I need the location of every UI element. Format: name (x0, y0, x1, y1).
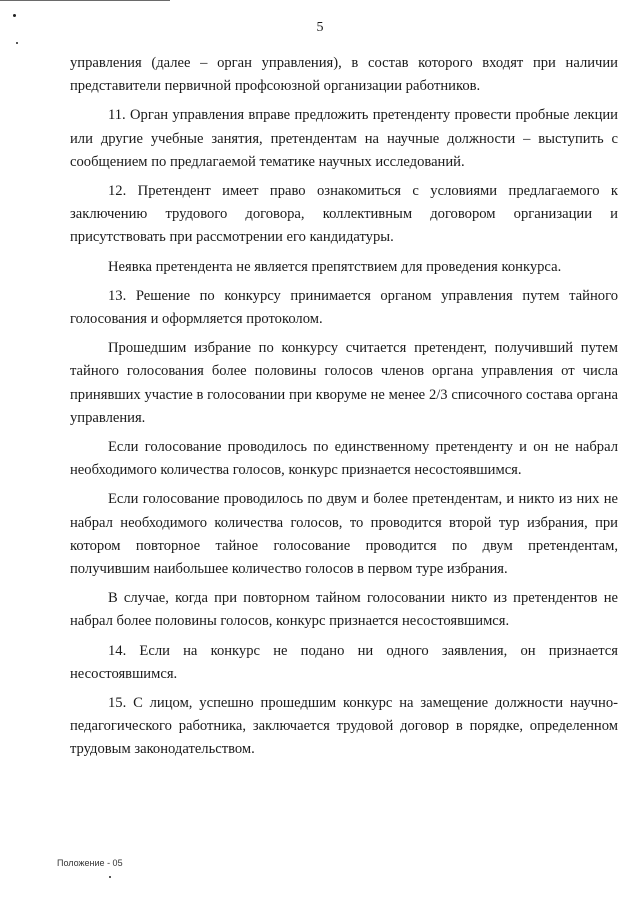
paragraph-item-15: 15. С лицом, успешно прошедшим конкурс на замещение должности научно-педагогического работника, заключается трудовой договор в порядке, определенном трудовым законодательством. (70, 695, 618, 758)
document-body (70, 52, 618, 768)
paragraph-item-12: 12. Претендент имеет право ознакомиться с условиями предлагаемого к заключению трудового договора, коллективным договором организации и присутствовать при рассмотрении его кандидатуры. (70, 183, 618, 246)
paragraph-single-candidate: Если голосование проводилось по единственному претенденту и он не набрал необходимого количества голосов, конкурс признается несостоявшимся. (70, 439, 618, 479)
scan-speck (16, 42, 18, 44)
paragraph-continuation: управления (далее – орган управления), в состав которого входят при наличии представители первичной профсоюзной организации работников. (70, 55, 618, 95)
paragraph-item-13: 13. Решение по конкурсу принимается органом управления путем тайного голосования и оформляется протоколом. (70, 287, 618, 328)
footer-label: Положение - 05 (57, 858, 123, 868)
scan-edge-line (0, 0, 170, 1)
page-number: 5 (316, 20, 324, 35)
paragraph-repeat-vote: В случае, когда при повторном тайном голосовании никто из претендентов не набрал более половины голосов, конкурс признается несостоявшимся. (70, 590, 618, 630)
scan-speck (109, 876, 111, 878)
scan-speck (13, 14, 16, 17)
paragraph-absence: Неявка претендента не является препятствием для проведения конкурса. (108, 258, 562, 275)
paragraph-item-11: 11. Орган управления вправе предложить претенденту провести пробные лекции или другие учебные занятия, претендентам на научные должности – выступить с сообщением по предлагаемой тематике научных исследований. (70, 107, 618, 170)
paragraph-election-rule: Прошедшим избрание по конкурсу считается претендент, получивший путем тайного голосования более половины голосов членов органа управления от числа принявших участие в голосовании при кворуме не менее 2/3 списочного состава органа управления. (70, 340, 618, 426)
paragraph-second-round: Если голосование проводилось по двум и более претендентам, и никто из них не набрал необходимого количества голосов, то проводится второй тур избрания, при котором повторное тайное голосование проводится по двум претендентам, получившим наибольшее количество голосов в первом туре избрания. (70, 491, 618, 578)
paragraph-item-14: 14. Если на конкурс не подано ни одного заявления, он признается несостоявшимся. (70, 642, 618, 682)
